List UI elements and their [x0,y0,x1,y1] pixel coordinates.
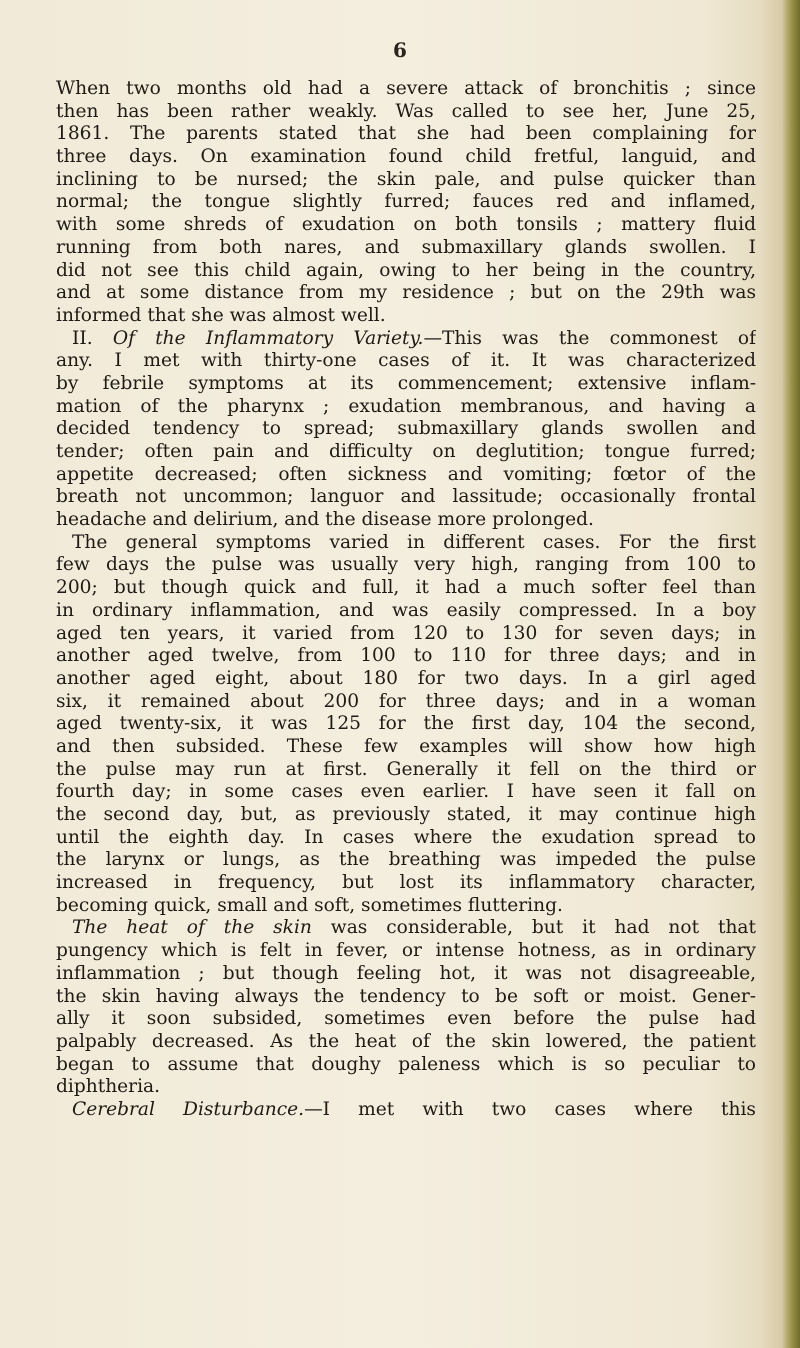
text-line: fourth day; in some cases even earlier. I have seen it fall on [56,781,756,803]
text-line: appetite decreased; often sickness and vomiting; fœtor of the [56,463,756,485]
text-line: mation of the pharynx ; exudation membranous, and having a [56,395,756,417]
text-line: pungency which is felt in fever, or intense hotness, as in ordinary [56,940,756,962]
text-line: When two months old had a severe attack of bronchitis ; since [56,78,756,99]
text-line: diphtheria. [56,1076,161,1098]
text-line: increased in frequency, but lost its inflammatory character, [56,872,756,894]
italic-heading: Of the Inflammatory Variety. [112,327,424,349]
text-line: any. I met with thirty-one cases of it. It was characterized [56,350,756,372]
text-line: the larynx or lungs, as the breathing was impeded the pulse [56,849,756,871]
text-line: another aged twelve, from 100 to 110 for three days; and in [56,645,756,667]
text-line: the pulse may run at first. Generally it fell on the third or [56,758,756,780]
text-line: The general symptoms varied in different cases. For the first [72,531,756,553]
text-line: II. Of the Inflammatory Variety.—This was the commonest of [72,327,756,349]
text-line: inclining to be nursed; the skin pale, and pulse quicker than [56,168,756,190]
text-line: ally it soon subsided, sometimes even before the pulse had [56,1008,756,1030]
text-line: 200; but though quick and full, it had a much softer feel than [56,577,756,599]
text-line: informed that she was almost well. [56,304,386,326]
text-line: in ordinary inflammation, and was easily compressed. In a boy [56,599,756,621]
text-line: three days. On examination found child fretful, languid, and [56,146,756,168]
text-line: then has been rather weakly. Was called to see her, June 25, [56,100,756,122]
text-line: until the eighth day. In cases where the exudation spread to [56,826,756,848]
text-line: Cerebral Disturbance.—I met with two cases where this [72,1098,756,1120]
text-line: headache and delirium, and the disease more prolonged. [56,509,594,531]
italic-heading: Cerebral Disturbance. [72,1098,305,1120]
text-line: normal; the tongue slightly furred; fauces red and inflamed, [56,191,756,213]
text-line: becoming quick, small and soft, sometimes fluttering. [56,894,563,916]
text-line: running from both nares, and submaxillary glands swollen. I [56,236,756,258]
text-line: with some shreds of exudation on both tonsils ; mattery fluid [56,214,756,236]
italic-heading: The heat of the skin [72,917,312,939]
text-line: breath not uncommon; languor and lassitude; occasionally frontal [56,486,756,508]
body-text [56,78,756,1122]
text-line: six, it remained about 200 for three days; and in a woman [56,690,756,712]
text-line: aged twenty-six, it was 125 for the first day, 104 the second, [56,713,756,735]
text-line: tender; often pain and difficulty on deglutition; tongue furred; [56,441,756,462]
text-line: and then subsided. These few examples will show how high [56,735,756,757]
binding-edge [782,0,800,1348]
text-line: the skin having always the tendency to be soft or moist. Gener- [56,985,756,1007]
text-line: The heat of the skin was considerable, but it had not that [72,917,756,939]
text-line: palpably decreased. As the heat of the skin lowered, the patient [56,1030,756,1052]
text-line: few days the pulse was usually very high, ranging from 100 to [56,554,756,576]
text-line: did not see this child again, owing to her being in the country, [56,259,756,281]
page-number: 6 [393,38,407,62]
text-line: 1861. The parents stated that she had been complaining for [56,123,756,145]
text-line: aged ten years, it varied from 120 to 130 for seven days; in [56,622,756,644]
text-line: began to assume that doughy paleness which is so peculiar to [56,1053,756,1075]
text-line: by febrile symptoms at its commencement; extensive inflam- [56,372,756,394]
text-line: the second day, but, as previously stated, it may continue high [56,804,756,825]
text-line: decided tendency to spread; submaxillary glands swollen and [56,418,756,440]
text-line: another aged eight, about 180 for two days. In a girl aged [56,667,756,689]
text-line: and at some distance from my residence ; but on the 29th was [56,282,756,304]
text-line: inflammation ; but though feeling hot, it was not disagreeable, [56,962,756,984]
